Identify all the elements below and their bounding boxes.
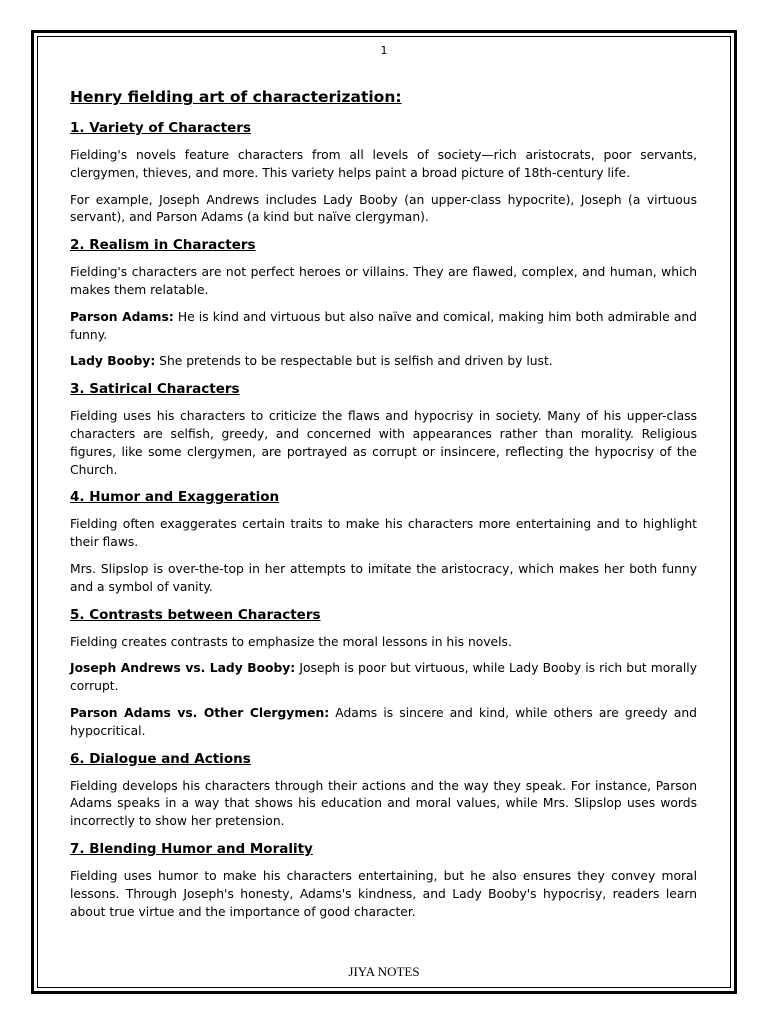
paragraph-text: Fielding develops his characters through their actions and the way they speak. For instance, Parson Adams speaks in a way that shows his education and moral values, while Mrs. Slipslop uses words incorrectly to show her pretension.	[70, 778, 697, 829]
paragraph-text: For example, Joseph Andrews includes Lady Booby (an upper-class hypocrite), Joseph (a virtuous servant), and Parson Adams (a kind but naïve clergyman).	[70, 192, 697, 225]
page-number: 1	[380, 44, 388, 57]
section-heading: 2. Realism in Characters	[70, 237, 256, 254]
paragraph-label: Joseph Andrews vs. Lady Booby:	[70, 661, 296, 676]
paragraph	[70, 408, 697, 479]
section-heading: 4. Humor and Exaggeration	[70, 489, 280, 506]
paragraph	[70, 516, 697, 552]
section-heading: 7. Blending Humor and Morality	[70, 840, 313, 857]
paragraph	[70, 264, 697, 300]
paragraph	[70, 705, 697, 741]
section-3	[70, 380, 697, 479]
section-heading: 3. Satirical Characters	[70, 381, 240, 398]
paragraph-text: Fielding creates contrasts to emphasize the moral lessons in his novels.	[70, 634, 512, 649]
paragraph	[70, 660, 697, 696]
paragraph-label: Lady Booby:	[70, 354, 156, 369]
footer-text: JIYA NOTES	[348, 964, 420, 979]
paragraph	[70, 353, 697, 371]
paragraph-text: Fielding uses humor to make his characters entertaining, but he also ensures they convey moral lessons. Through Joseph's honesty, Adams's kindness, and Lady Booby's hypocrisy, readers learn about true virtue and the importance of good character.	[70, 868, 697, 919]
paragraph-text: Fielding's novels feature characters from all levels of society—rich aristocrats, poor servants, clergymen, thieves, and more. This variety helps paint a broad picture of 18th-century life.	[70, 148, 697, 180]
paragraph-label: Parson Adams vs. Other Clergymen:	[70, 705, 330, 720]
section-7	[70, 840, 697, 921]
section-2	[70, 236, 697, 371]
paragraph-text: She pretends to be respectable but is selfish and driven by lust.	[155, 354, 553, 369]
paragraph-text: Adams is sincere and kind, while others are greedy and hypocritical.	[70, 705, 697, 738]
document-title: Henry fielding art of characterization:	[70, 88, 402, 106]
paragraph-text: Fielding often exaggerates certain traits to make his characters more entertaining and to highlight their flaws.	[70, 517, 697, 550]
paragraph-text: Fielding uses his characters to criticize the flaws and hypocrisy in society. Many of his upper-class characters are selfish, greedy, and concerned with appearances rather than morality. Religious figures, like some clergymen, are portrayed as corrupt or insincere, reflecting the hypocrisy of the Church.	[70, 409, 697, 477]
paragraph	[70, 147, 697, 183]
section-4	[70, 488, 697, 596]
section-heading: 6. Dialogue and Actions	[70, 750, 251, 767]
sections-container	[70, 119, 697, 921]
paragraph-text: Joseph is poor but virtuous, while Lady Booby is rich but morally corrupt.	[70, 661, 697, 694]
paragraph	[70, 192, 697, 228]
paragraph	[70, 634, 697, 652]
document-body	[70, 86, 697, 930]
paragraph-text: Mrs. Slipslop is over-the-top in her attempts to imitate the aristocracy, which makes her both funny and a symbol of vanity.	[70, 561, 697, 594]
section-heading: 1. Variety of Characters	[70, 120, 251, 136]
paragraph	[70, 868, 697, 921]
paragraph	[70, 561, 697, 597]
paragraph-text: Fielding's characters are not perfect heroes or villains. They are flawed, complex, and human, which makes them relatable.	[70, 265, 697, 297]
section-heading: 5. Contrasts between Characters	[70, 606, 321, 623]
paragraph-text: He is kind and virtuous but also naïve and comical, making him both admirable and funny.	[70, 309, 697, 342]
paragraph	[70, 309, 697, 345]
paragraph	[70, 778, 697, 831]
paragraph-label: Parson Adams:	[70, 309, 174, 324]
section-1	[70, 119, 697, 227]
section-6	[70, 750, 697, 831]
section-5	[70, 606, 697, 741]
